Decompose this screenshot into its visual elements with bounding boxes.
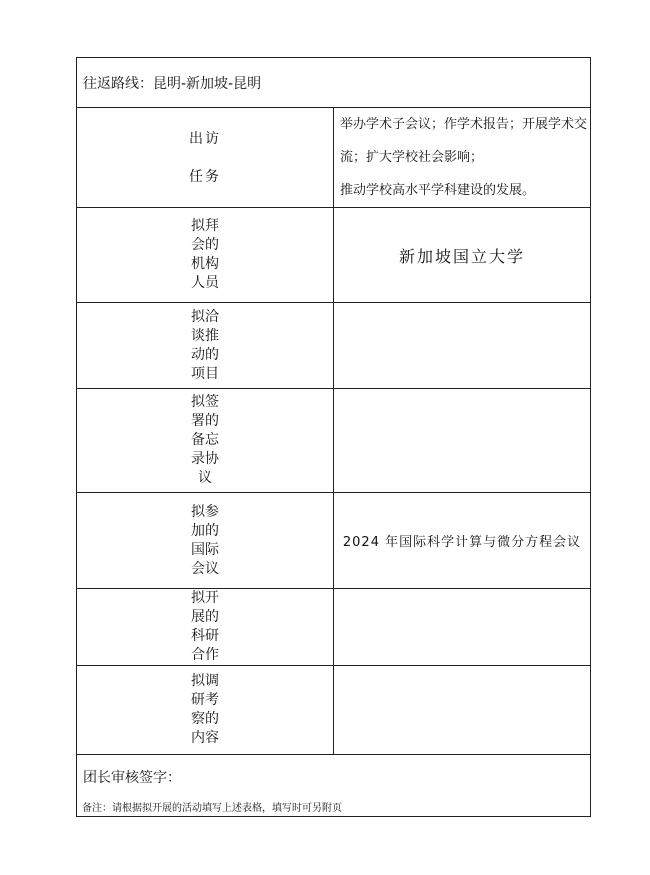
row-label-line: 拟开 <box>191 590 219 606</box>
table-row <box>77 493 591 589</box>
row-label-visit-institutions <box>77 208 334 303</box>
row-label-line: 会议 <box>191 560 219 577</box>
task-label <box>77 108 334 208</box>
row-label-line: 备忘 <box>191 432 219 448</box>
row-value-conference: 2024 年国际科学计算与微分方程会议 <box>334 493 591 589</box>
row-value-negotiation-projects <box>334 303 591 389</box>
row-label-line: 人员 <box>191 275 219 291</box>
row-label-memorandum <box>77 389 334 493</box>
footnote: 备注：请根据拟开展的活动填写上述表格，填写时可另附页 <box>82 803 342 814</box>
row-label-line: 项目 <box>191 365 219 382</box>
route-text: 往返路线：昆明-新加坡-昆明 <box>77 58 591 108</box>
table-row <box>77 589 591 666</box>
row-label-line: 拟调 <box>191 673 219 689</box>
task-row <box>77 108 591 208</box>
task-line-1: 举办学术子会议；作学术报告；开展学术交流；扩大学校社会影响； <box>340 117 588 165</box>
row-label-investigation <box>77 666 334 755</box>
row-label-line: 机构 <box>191 256 219 272</box>
row-label-line: 科研 <box>191 628 219 644</box>
leader-signature-field[interactable]: 团长审核签字： <box>77 755 591 817</box>
table-row <box>77 208 591 303</box>
row-value-visit-institutions: 新加坡国立大学 <box>334 208 591 303</box>
row-label-line: 录协 <box>191 451 219 467</box>
task-label-line2: 任务 <box>189 168 221 185</box>
task-line-2: 推动学校高水平学科建设的发展。 <box>340 183 536 198</box>
row-label-line: 谈推 <box>191 327 219 344</box>
row-label-line: 署的 <box>191 413 219 429</box>
table-row <box>77 389 591 493</box>
row-label-line: 拟签 <box>191 394 219 410</box>
row-label-line: 国际 <box>191 541 219 558</box>
row-label-conference <box>77 493 334 589</box>
table-row <box>77 666 591 755</box>
row-label-line: 合作 <box>191 647 219 663</box>
row-label-line: 拟参 <box>191 503 219 520</box>
row-label-negotiation-projects <box>77 303 334 389</box>
row-label-line: 察的 <box>191 711 219 727</box>
visit-plan-table <box>76 57 591 817</box>
row-label-line: 拟洽 <box>191 308 219 325</box>
row-label-line: 拟拜 <box>191 218 219 234</box>
row-label-line: 展的 <box>191 609 219 625</box>
row-value-investigation <box>334 666 591 755</box>
task-label-line1: 出访 <box>189 130 221 147</box>
row-label-line: 动的 <box>191 346 219 363</box>
row-label-research-cooperation <box>77 589 334 666</box>
row-value-memorandum <box>334 389 591 493</box>
row-label-line: 议 <box>198 470 212 486</box>
row-value-research-cooperation <box>334 589 591 666</box>
route-row <box>77 58 591 108</box>
row-label-line: 内容 <box>191 730 219 746</box>
row-label-line: 会的 <box>191 237 219 253</box>
row-label-line: 加的 <box>191 522 219 539</box>
table-row <box>77 303 591 389</box>
task-content <box>334 108 591 208</box>
row-label-line: 研考 <box>191 692 219 708</box>
